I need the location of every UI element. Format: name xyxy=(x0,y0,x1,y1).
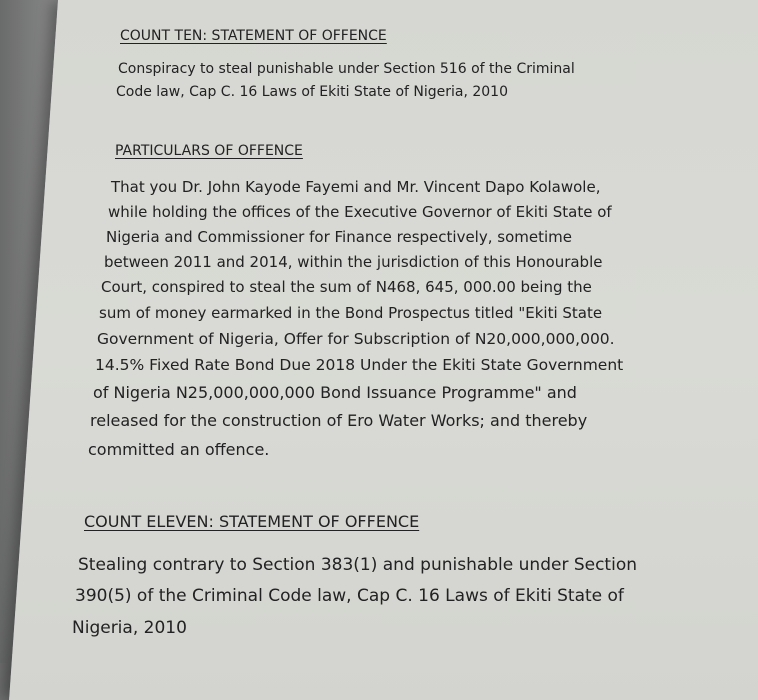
count-ten-statement-line: Conspiracy to steal punishable under Section 516 of the Criminal xyxy=(118,61,575,77)
particulars-line: Government of Nigeria, Offer for Subscription of N20,000,000,000. xyxy=(97,330,615,348)
particulars-line: while holding the offices of the Executive Governor of Ekiti State of xyxy=(108,203,612,221)
particulars-line: That you Dr. John Kayode Fayemi and Mr. Vincent Dapo Kolawole, xyxy=(111,178,601,196)
particulars-line: between 2011 and 2014, within the jurisdiction of this Honourable xyxy=(104,253,603,271)
count-eleven-statement-heading: COUNT ELEVEN: STATEMENT OF OFFENCE xyxy=(84,512,420,531)
count-ten-statement-line: Code law, Cap C. 16 Laws of Ekiti State of Nigeria, 2010 xyxy=(116,84,508,100)
count-eleven-statement-line: Stealing contrary to Section 383(1) and punishable under Section xyxy=(78,555,637,575)
particulars-line: 14.5% Fixed Rate Bond Due 2018 Under the Ekiti State Government xyxy=(95,356,624,374)
particulars-line: released for the construction of Ero Water Works; and thereby xyxy=(90,411,588,430)
particulars-line: sum of money earmarked in the Bond Prospectus titled "Ekiti State xyxy=(99,304,603,322)
particulars-line: Nigeria and Commissioner for Finance respectively, sometime xyxy=(106,228,572,246)
particulars-line: of Nigeria N25,000,000,000 Bond Issuance Programme" and xyxy=(93,383,577,402)
particulars-line: Court, conspired to steal the sum of N468, 645, 000.00 being the xyxy=(101,278,592,296)
count-eleven-statement-line: Nigeria, 2010 xyxy=(72,618,187,638)
particulars-heading: PARTICULARS OF OFFENCE xyxy=(115,143,303,159)
particulars-line: committed an offence. xyxy=(88,440,270,459)
count-ten-statement-heading: COUNT TEN: STATEMENT OF OFFENCE xyxy=(120,28,387,44)
count-eleven-statement-line: 390(5) of the Criminal Code law, Cap C. 16 Laws of Ekiti State of xyxy=(75,586,624,606)
